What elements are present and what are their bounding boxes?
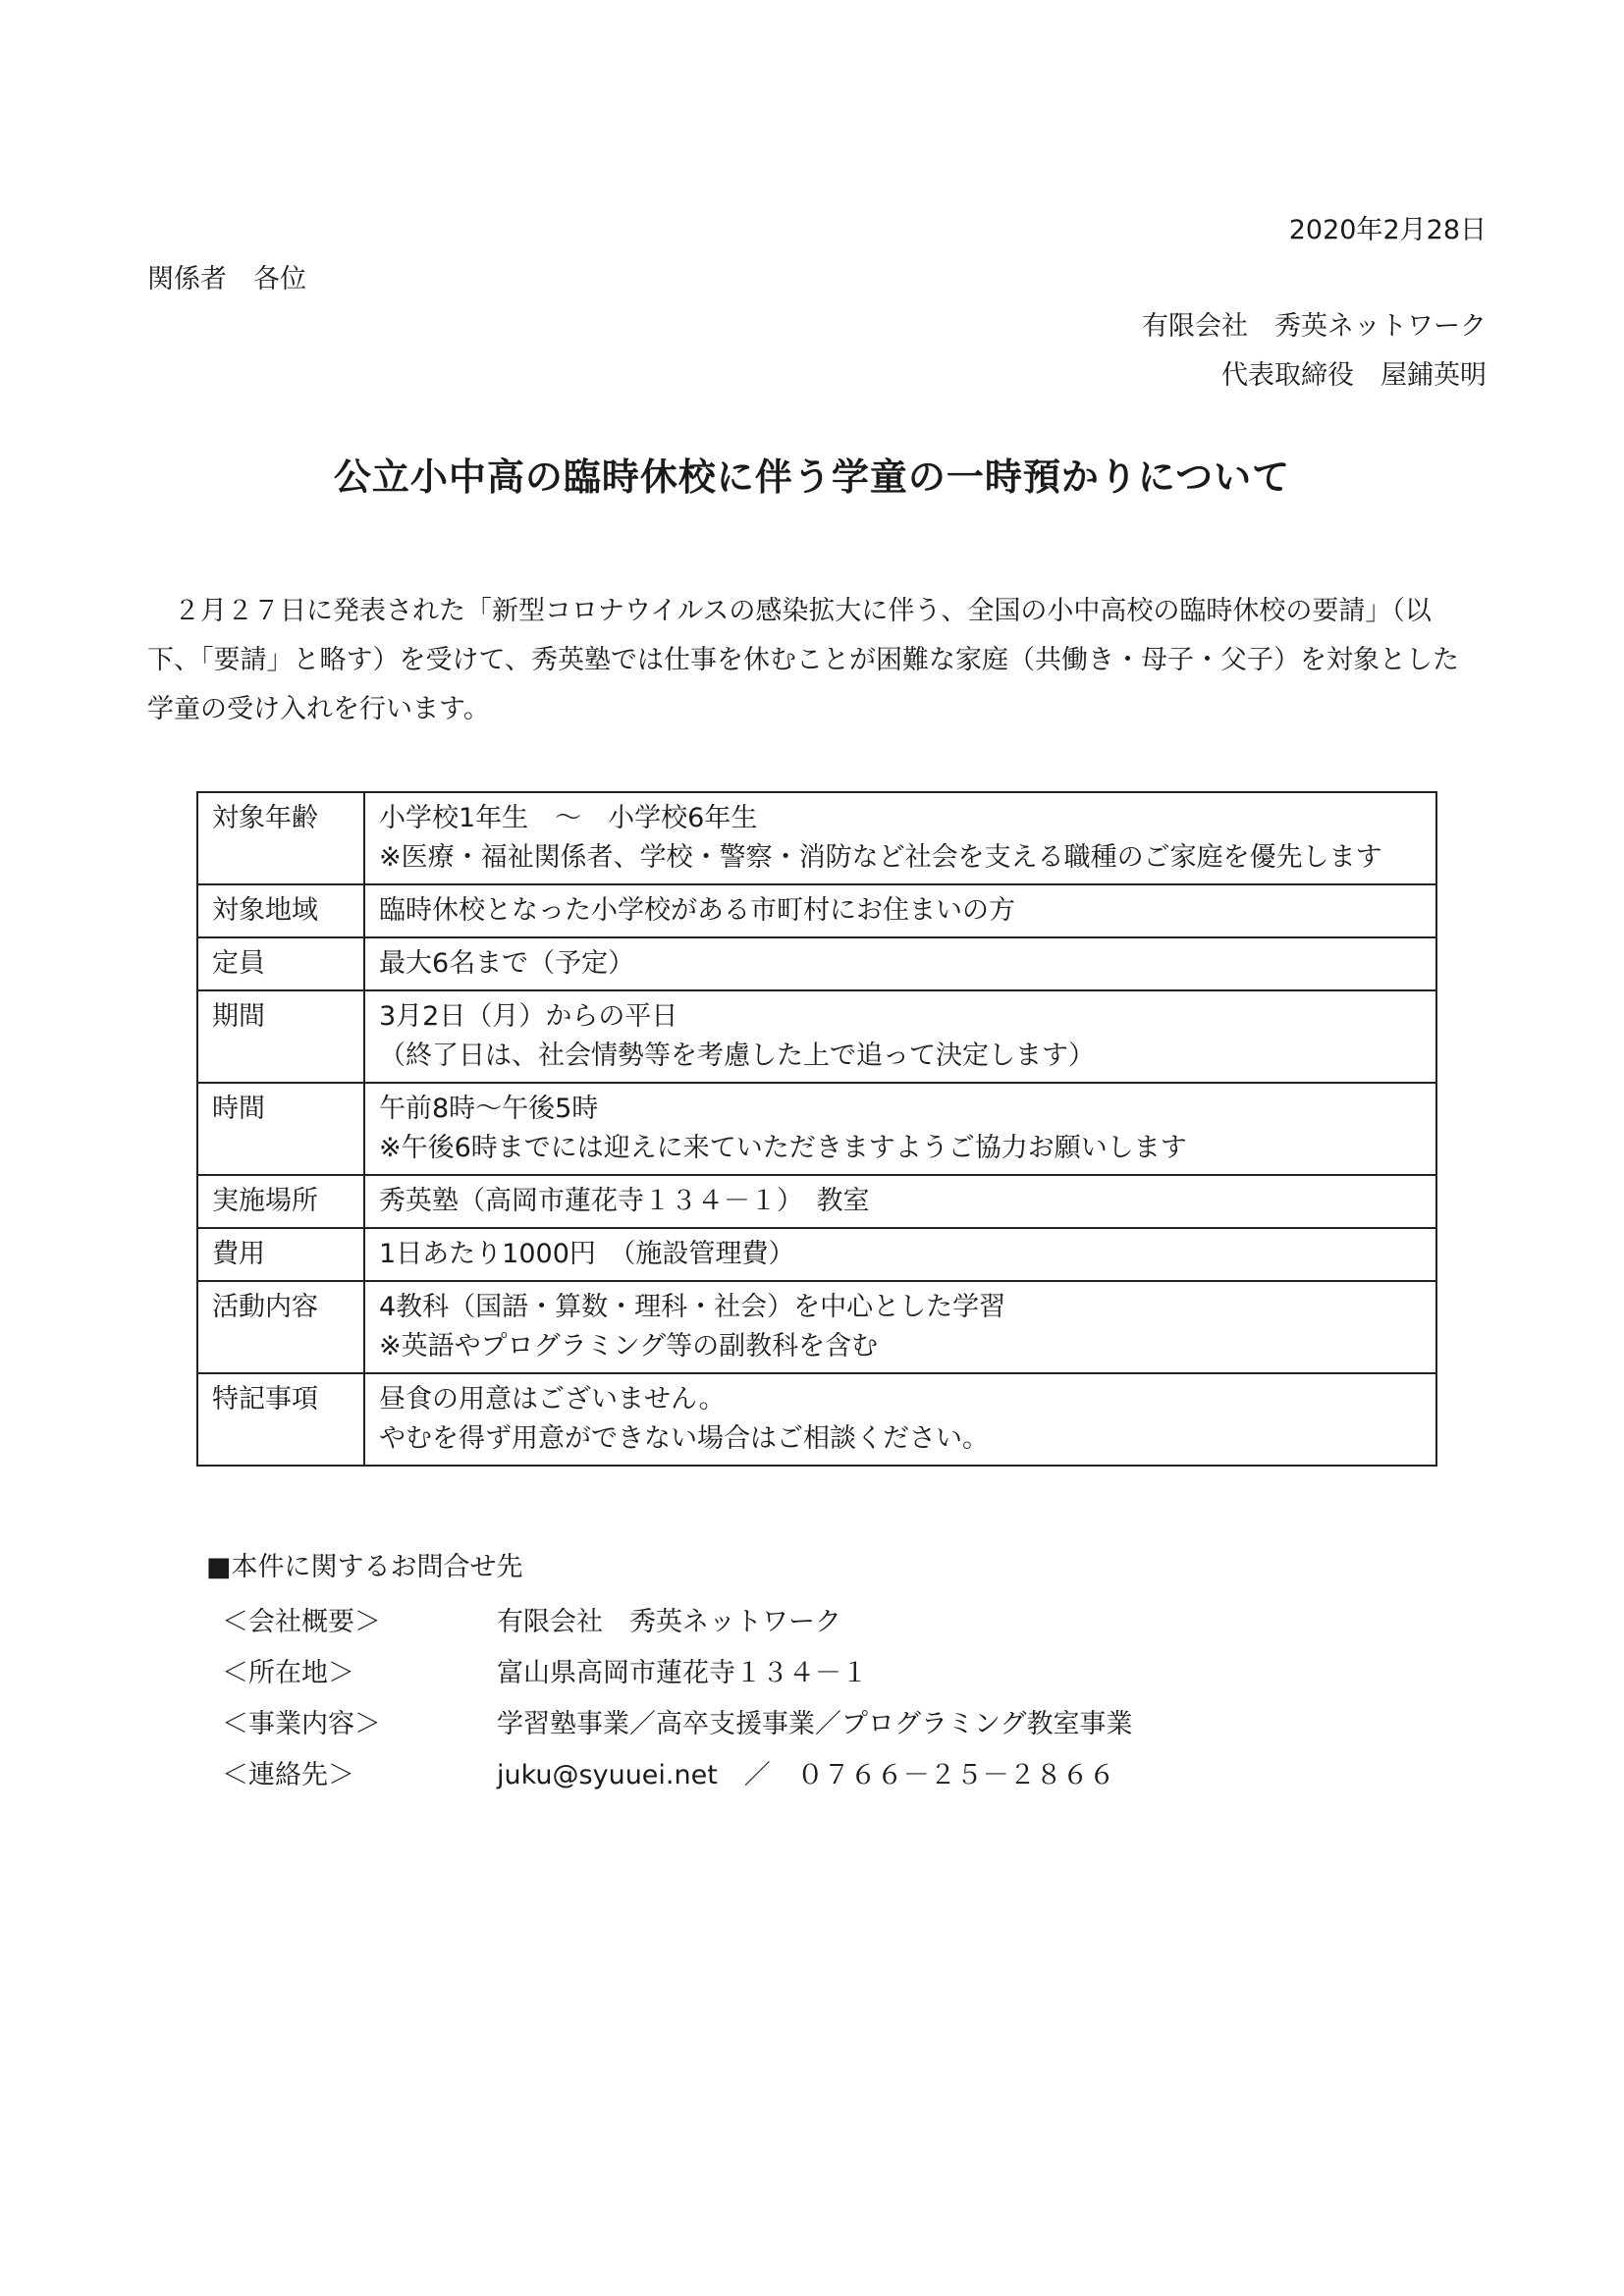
table-row <box>197 884 1436 937</box>
intro-paragraph <box>147 587 1483 734</box>
contact-value: 富山県高岡市蓮花寺１３４－１ <box>497 1658 868 1688</box>
table-row <box>197 1228 1436 1281</box>
table-value-line: ※医療・福祉関係者、学校・警察・消防など社会を支える職種のご家庭を優先します <box>379 842 1382 873</box>
contact-row-contact <box>222 1753 1115 1791</box>
contact-key: ＜会社概要＞ <box>222 1607 381 1637</box>
contact-row-address <box>222 1651 868 1689</box>
table-row-value <box>364 1281 1436 1373</box>
table-row-value <box>364 792 1436 884</box>
intro-text: ２月２７日に発表された「新型コロナウイルスの感染拡大に伴う、全国の小中高校の臨時休校の要請」（以下、「要請」と略す）を受けて、秀英塾では仕事を休むことが困難な家庭（共働き・母子・父子）を対象とした学童の受け入れを行います。 <box>147 596 1459 724</box>
table-row-label: 実施場所 <box>197 1175 364 1228</box>
table-row <box>197 1175 1436 1228</box>
table-row-value <box>364 1175 1436 1228</box>
table-value-line: 4教科（国語・算数・理科・社会）を中心とした学習 <box>379 1292 1006 1322</box>
table-value-line: やむを得ず用意ができない場合はご相談ください。 <box>379 1423 989 1454</box>
table-row-label: 特記事項 <box>197 1373 364 1466</box>
table-value-line: ※英語やプログラミング等の副教科を含む <box>379 1331 879 1362</box>
table-row-value <box>364 1373 1436 1466</box>
recipient-line: 関係者 各位 <box>147 264 306 294</box>
document-title: 公立小中高の臨時休校に伴う学童の一時預かりについて <box>333 455 1291 499</box>
table-value-line: ※午後6時までには迎えに来ていただきますようご協力お願いします <box>379 1133 1187 1163</box>
sender-company: 有限会社 秀英ネットワーク <box>1142 311 1487 342</box>
table-row-value <box>364 1228 1436 1281</box>
table-row-value <box>364 990 1436 1083</box>
table-row-label: 費用 <box>197 1228 364 1281</box>
document-date: 2020年2月28日 <box>1288 215 1487 245</box>
info-table <box>196 791 1437 1467</box>
contact-value: 学習塾事業／高卒支援事業／プログラミング教室事業 <box>497 1709 1133 1739</box>
table-row-label: 時間 <box>197 1083 364 1175</box>
table-row-label: 対象年齢 <box>197 792 364 884</box>
table-value-line: 1日あたり1000円 （施設管理費） <box>379 1239 795 1269</box>
table-row-value <box>364 1083 1436 1175</box>
table-row <box>197 990 1436 1083</box>
table-row-label: 対象地域 <box>197 884 364 937</box>
table-value-line: 小学校1年生 ～ 小学校6年生 <box>379 803 758 833</box>
contact-row-business <box>222 1702 1132 1740</box>
table-value-line: （終了日は、社会情勢等を考慮した上で追って決定します） <box>379 1041 1095 1071</box>
table-row-value <box>364 937 1436 990</box>
table-row <box>197 1083 1436 1175</box>
table-value-line: 秀英塾（高岡市蓮花寺１３４－１） 教室 <box>379 1186 870 1216</box>
table-row <box>197 1281 1436 1373</box>
table-value-line: 最大6名まで（予定） <box>379 948 635 979</box>
table-row-label: 定員 <box>197 937 364 990</box>
table-row <box>197 792 1436 884</box>
table-value-line: 臨時休校となった小学校がある市町村にお住まいの方 <box>379 895 1015 926</box>
sender-representative: 代表取締役 屋鋪英明 <box>1221 360 1487 391</box>
table-value-line: 午前8時～午後5時 <box>379 1094 599 1124</box>
contact-key: ＜連絡先＞ <box>222 1760 354 1790</box>
contact-value: 有限会社 秀英ネットワーク <box>497 1607 841 1637</box>
contact-key: ＜所在地＞ <box>222 1658 354 1688</box>
table-row-value <box>364 884 1436 937</box>
table-value-line: 昼食の用意はございません。 <box>379 1384 726 1415</box>
contact-row-company <box>222 1600 841 1638</box>
table-row <box>197 937 1436 990</box>
table-row-label: 期間 <box>197 990 364 1083</box>
table-value-line: 3月2日（月）からの平日 <box>379 1001 678 1032</box>
contact-key: ＜事業内容＞ <box>222 1709 381 1739</box>
contact-heading: ■本件に関するお問合せ先 <box>206 1552 523 1582</box>
table-row-label: 活動内容 <box>197 1281 364 1373</box>
contact-value: juku@syuuei.net ／ ０７６６－２５－２８６６ <box>497 1760 1115 1790</box>
table-row <box>197 1373 1436 1466</box>
